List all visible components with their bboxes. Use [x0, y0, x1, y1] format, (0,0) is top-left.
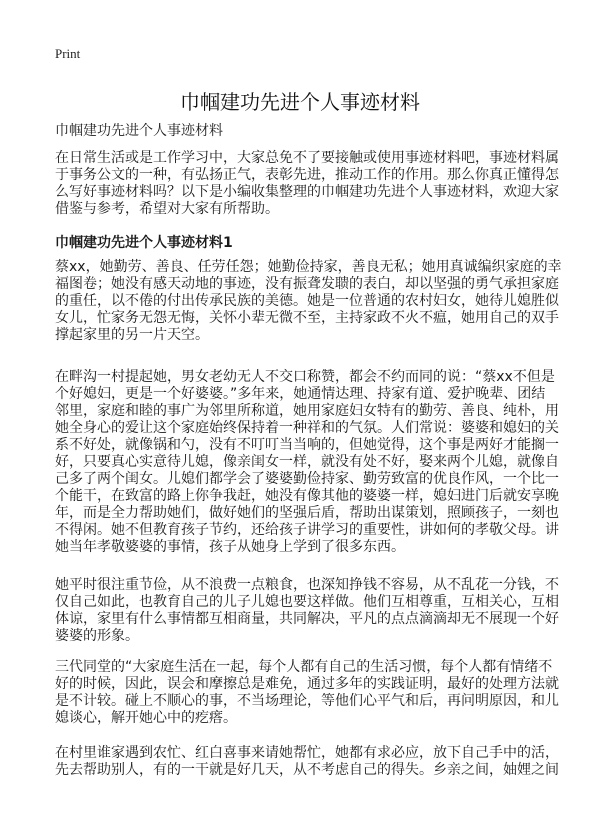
paragraph-line: 在村里谁家遇到农忙、红白喜事来请她帮忙，她都有求必应，放下自己手中的活， [55, 745, 559, 761]
paragraph-line: 的重任，以不倦的付出传承民族的美德。她是一位普通的农村妇女，她待儿媳胜似 [55, 293, 559, 309]
body-paragraph [55, 745, 559, 779]
print-link[interactable]: Print [55, 46, 81, 61]
paragraph-line: 蔡xx，她勤劳、善良、任劳任怨；她勤俭持家，善良无私；她用真诚编织家庭的幸 [55, 259, 562, 275]
paragraph-line: 先去帮助别人，有的一干就是好几天，从不考虑自己的得失。乡亲之间，妯娌之间 [55, 762, 559, 778]
paragraph-line: 借鉴与参考，希望对大家有所帮助。 [55, 201, 279, 217]
paragraph-line: 己多了两个闺女。儿媳们都学会了婆婆勤俭持家、勤劳致富的优良作风，一个比一 [55, 471, 559, 487]
paragraph-line: 她全身心的爱让这个家庭始终保持着一种祥和的气氛。人们常说：婆婆和媳妇的关 [55, 420, 559, 436]
paragraph-line: 仅自己如此，也教育自己的儿子儿媳也要这样做。他们互相尊重，互相关心，互相 [55, 594, 559, 610]
paragraph-line: 媳谈心，解开她心中的疙瘩。 [55, 710, 237, 726]
body-paragraph [55, 259, 562, 344]
paragraph-line: 三代同堂的“大家庭生活在一起，每个人都有自己的生活习惯，每个人都有情绪不 [55, 659, 553, 675]
paragraph-line: 体谅，家里有什么事情都互相商量，共同解决，平凡的点点滴滴却无不展现一个好 [55, 611, 559, 627]
paragraph-line: 好的时候，因此，误会和摩擦总是难免，通过多年的实践证明，最好的处理方法就 [55, 676, 559, 692]
paragraph-line: 于事务公文的一种，有弘扬正气，表彰先进，推动工作的作用。那么你真正懂得怎 [55, 167, 559, 183]
paragraph-line: 婆婆的形象。 [55, 628, 139, 644]
paragraph-line: 在日常生活或是工作学习中，大家总免不了要接触或使用事迹材料吧，事迹材料属 [55, 150, 559, 166]
paragraph-line: 好，只要真心实意待儿媳，像亲闺女一样，就没有处不好，娶来两个儿媳，就像自 [55, 454, 559, 470]
paragraph-line: 个好媳妇，更是一个好婆婆。”多年来，她通情达理、持家有道、爱护晚辈、团结 [55, 386, 546, 402]
intro-paragraph [55, 150, 559, 218]
paragraph-line: 她当年孝敬婆婆的事情，孩子从她身上学到了很多东西。 [55, 539, 405, 555]
section-heading: 巾帼建功先进个人事迹材料1 [55, 235, 233, 251]
body-paragraph [55, 577, 559, 645]
body-paragraph [55, 369, 559, 556]
body-paragraph [55, 659, 559, 727]
paragraph-line: 邻里，家庭和睦的事广为邻里所称道，她用家庭妇女特有的勤劳、善良、纯朴，用 [55, 403, 559, 419]
paragraph-line: 不得闲。她不但教育孩子节约，还给孩子讲学习的重要性，讲如何的孝敬父母。讲 [55, 522, 559, 538]
paragraph-line: 个能干，在致富的路上你争我赶，她没有像其他的婆婆一样，媳妇进门后就安享晚 [55, 488, 559, 504]
paragraph-line: 撑起家里的另一片天空。 [55, 327, 209, 343]
paragraph-line: 年，而是全力帮助她们，做好她们的坚强后盾，帮助出谋策划，照顾孩子，一刻也 [55, 505, 559, 521]
paragraph-line: 女儿，忙家务无怨无悔，关怀小辈无微不至，主持家政不火不瘟，她用自己的双手 [55, 310, 559, 326]
document-subtitle: 巾帼建功先进个人事迹材料 [55, 123, 223, 139]
paragraph-line: 系不好处，就像锅和勺，没有不叮叮当当响的，但她觉得，这个事是两好才能搁一 [55, 437, 559, 453]
paragraph-line: 她平时很注重节俭，从不浪费一点粮食，也深知挣钱不容易，从不乱花一分钱，不 [55, 577, 559, 593]
paragraph-line: 是不计较。碰上不顺心的事，不当场理论，等他们心平气和后，再问明原因，和儿 [55, 693, 559, 709]
paragraph-line: 么写好事迹材料吗？以下是小编收集整理的巾帼建功先进个人事迹材料，欢迎大家 [55, 184, 559, 200]
paragraph-line: 在畔沟一村提起她，男女老幼无人不交口称赞，都会不约而同的说：“蔡xx不但是 [55, 369, 555, 385]
page-title: 巾帼建功先进个人事迹材料 [180, 90, 420, 114]
paragraph-line: 福图卷；她没有感天动地的事迹，没有振聋发聩的表白，却以坚强的勇气承担家庭 [55, 276, 559, 292]
